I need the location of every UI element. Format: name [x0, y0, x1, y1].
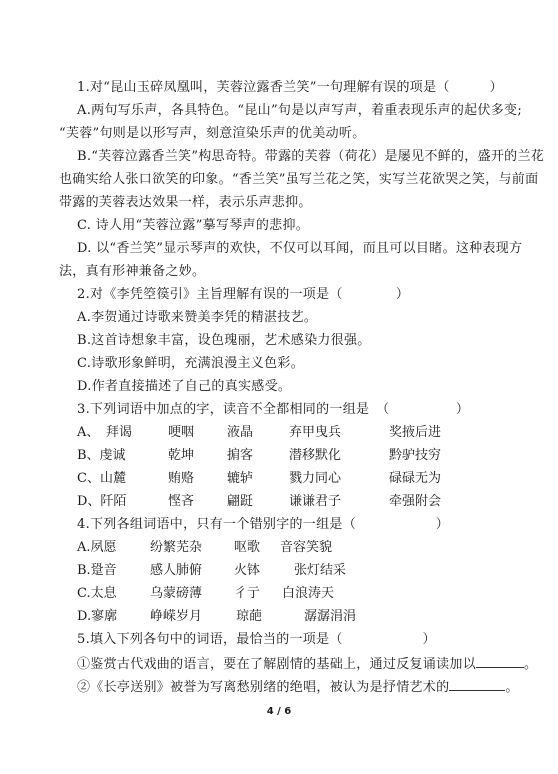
q3-b-word2: 乾坤 — [168, 448, 195, 463]
q1-option-c: C. 诗人用“芙蓉泣露”摹写琴声的悲抑。 — [77, 218, 310, 233]
q3-b-label-word1: B、虔诚 — [77, 448, 126, 463]
q5-sentence-1-end: 。 — [524, 657, 538, 672]
q2-option-a: A.李贺通过诗歌来赞美李凭的精湛技艺。 — [77, 310, 318, 325]
q3-c-word2: 贿赂 — [168, 471, 195, 486]
q4-c-word3: 彳亍 — [234, 586, 261, 601]
q3-d-label-word1: D、阡陌 — [77, 494, 127, 509]
q4-a-word2: 纷繁芜杂 — [150, 540, 203, 555]
q4-c-word2: 乌蒙磅薄 — [150, 586, 203, 601]
q1-stem: 1.对“昆山玉碎凤凰叫，芙蓉泣露香兰笑”一句理解有误的项是（ ） — [77, 80, 503, 95]
q4-b-word1: B.跫音 — [77, 563, 117, 578]
q3-d-word5: 牵强附会 — [389, 494, 442, 509]
q5-sentence-2-text: ②《长亭送别》被誉为写离愁别绪的绝唱，被认为是抒情艺术的 — [77, 680, 450, 695]
q3-c-word4: 戮力同心 — [289, 471, 342, 486]
q5-blank-2 — [449, 678, 505, 691]
q3-b-word5: 黔驴技穷 — [389, 448, 442, 463]
q1-option-b-line1: B.“芙蓉泣露香兰笑”构思奇特。带露的芙蓉（荷花）是屡见不鲜的，盛开的兰花 — [77, 149, 545, 164]
q3-d-word3: 翩跹 — [227, 494, 254, 509]
q1-option-a-line1: A.两句写乐声，各具特色。“昆山”句是以声写声，着重表现乐声的起伏多变; — [77, 103, 522, 118]
q3-b-word4: 潜移默化 — [289, 448, 342, 463]
q4-d-word2: 峥嵘岁月 — [150, 609, 203, 624]
q3-a-word4: 弃甲曳兵 — [289, 425, 342, 440]
q3-stem: 3.下列词语中加点的字，读音不全都相同的一组是 （ ） — [77, 402, 470, 417]
q3-c-word5: 碌碌无为 — [389, 471, 442, 486]
q2-stem: 2.对《李凭箜篌引》主旨理解有误的一项是（ ） — [77, 287, 410, 302]
page-number: 4 / 6 — [266, 706, 292, 717]
q5-sentence-1 — [77, 655, 537, 673]
q1-option-b-line2: 也确实给人张口欲笑的印象。“香兰笑”虽写兰花之笑，实写兰花欲哭之笑，与前面 — [59, 172, 539, 187]
q4-b-word4: 张灯结采 — [294, 563, 347, 578]
q1-option-b-line3: 带露的芙蓉表达效果一样，表示乐声悲抑。 — [59, 195, 312, 210]
q5-sentence-1-text: ①鉴赏古代戏曲的语言，要在了解剧情的基础上，通过反复诵读加以 — [77, 657, 477, 672]
q4-c-word4: 白浪涛天 — [282, 586, 335, 601]
q4-d-word3: 琼葩 — [236, 609, 263, 624]
q1-option-d-line2: 法，真有形神兼备之妙。 — [59, 264, 206, 279]
q1-option-d-line1: D. 以“香兰笑”显示琴声的欢快，不仅可以耳闻，而且可以目睹。这种表现方 — [77, 241, 523, 256]
q3-a-label-word1: A、 拜谒 — [77, 425, 132, 440]
q2-option-c: C.诗歌形象鲜明，充满浪漫主义色彩。 — [77, 356, 305, 371]
q3-a-word5: 奖掖后进 — [389, 425, 442, 440]
q4-d-word4: 潺潺涓涓 — [304, 609, 357, 624]
q1-option-a-line2: “芙蓉”句则是以形写声，刻意渲染乐声的优美动听。 — [59, 126, 366, 141]
q4-a-word1: A.夙愿 — [77, 540, 117, 555]
q5-sentence-2 — [77, 678, 519, 696]
q5-blank-1 — [476, 655, 524, 668]
q4-b-word3: 火钵 — [234, 563, 261, 578]
q3-d-word4: 谦谦君子 — [289, 494, 342, 509]
q3-a-word3: 液晶 — [227, 425, 254, 440]
q3-a-word2: 哽咽 — [168, 425, 195, 440]
q4-d-word1: D.寥廓 — [77, 609, 118, 624]
q4-b-word2: 感人肺俯 — [150, 563, 203, 578]
q3-b-word3: 掮客 — [227, 448, 254, 463]
q4-stem: 4.下列各组词语中，只有一个错别字的一组是（ ） — [77, 517, 450, 532]
q2-option-b: B.这首诗想象丰富，设色瑰丽，艺术感染力很强。 — [77, 333, 371, 348]
q5-stem: 5.填入下列各句中的词语，最恰当的一项是（ ） — [77, 632, 436, 647]
q4-a-word4: 音容笑貌 — [280, 540, 333, 555]
q3-c-word3: 辘轳 — [227, 471, 254, 486]
q5-sentence-2-end: 。 — [505, 680, 519, 695]
q3-c-label-word1: C、山麓 — [77, 471, 126, 486]
q2-option-d: D.作者直接描述了自己的真实感受。 — [77, 379, 292, 394]
q3-d-word2: 悭吝 — [168, 494, 195, 509]
q4-a-word3: 呕歌 — [234, 540, 261, 555]
q4-c-word1: C.太息 — [77, 586, 117, 601]
